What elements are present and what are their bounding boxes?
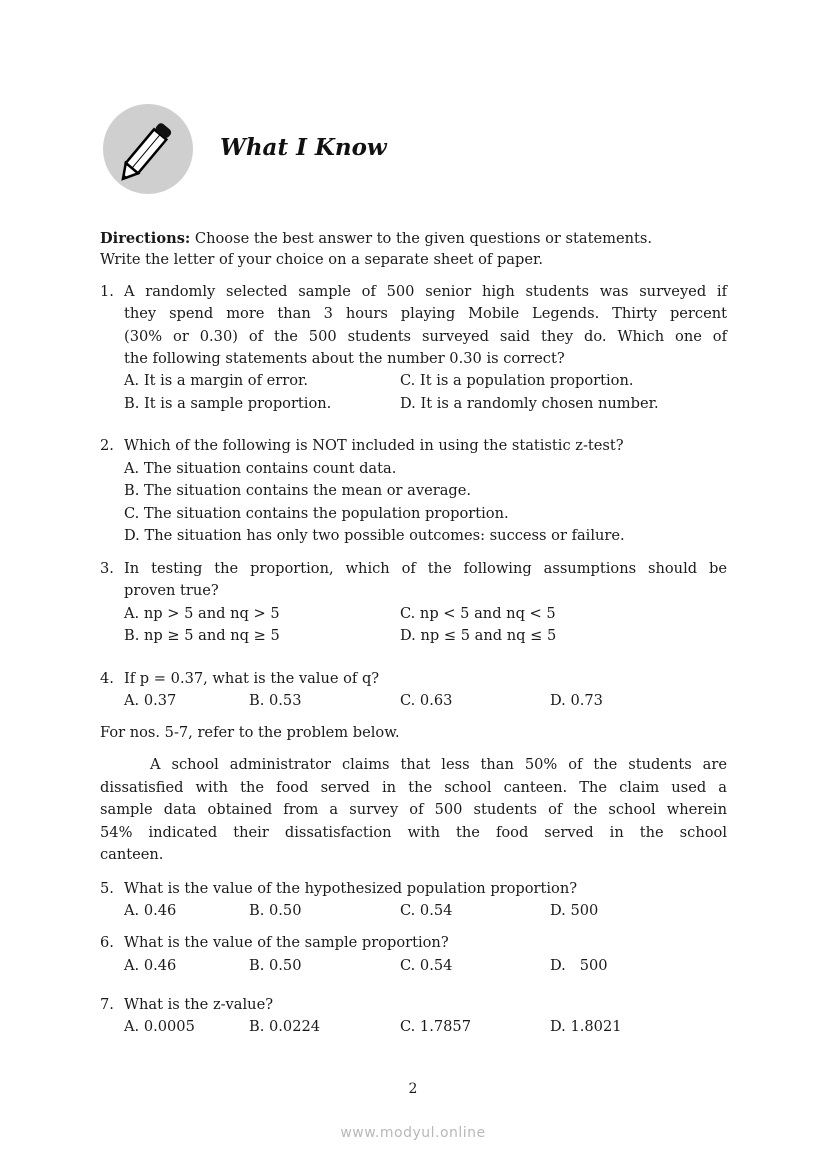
option: C. 0.54 xyxy=(400,902,453,919)
option: B. The situation contains the mean or average. xyxy=(124,482,472,499)
option: B. 0.50 xyxy=(249,902,302,919)
page-number: 2 xyxy=(408,1081,418,1097)
option: A. The situation contains count data. xyxy=(124,460,397,477)
question-number: 6. xyxy=(100,934,114,951)
option: A. It is a margin of error. xyxy=(124,372,308,389)
option: A. 0.37 xyxy=(124,692,177,709)
directions xyxy=(100,229,652,249)
option: D. 1.8021 xyxy=(550,1018,622,1035)
question-text: In testing the proportion, which of the following assumptions should be xyxy=(124,560,727,577)
question-text: A randomly selected sample of 500 senior high students was surveyed if xyxy=(124,283,727,300)
question-text: they spend more than 3 hours playing Mobile Legends. Thirty percent xyxy=(124,305,727,322)
option: A. 0.46 xyxy=(124,957,177,974)
option: C. np < 5 and nq < 5 xyxy=(400,605,556,622)
option: B. 0.0224 xyxy=(249,1018,321,1035)
question-text: What is the value of the sample proportion? xyxy=(124,934,449,951)
option: B. 0.50 xyxy=(249,957,302,974)
problem-text: canteen. xyxy=(100,846,164,863)
option: D. 500 xyxy=(550,902,599,919)
question-number: 2. xyxy=(100,437,114,454)
pencil-icon xyxy=(103,104,193,194)
option: C. It is a population proportion. xyxy=(400,372,634,389)
question-text: What is the value of the hypothesized population proportion? xyxy=(124,880,578,897)
option: A. np > 5 and nq > 5 xyxy=(124,605,280,622)
question-text: Which of the following is NOT included in using the statistic z-test? xyxy=(124,437,624,454)
option: C. 0.54 xyxy=(400,957,453,974)
section-title: What I Know xyxy=(220,134,387,161)
directions-label: Directions: xyxy=(100,230,191,247)
question-text: What is the z-value? xyxy=(124,996,274,1013)
option: D. np ≤ 5 and nq ≤ 5 xyxy=(400,627,557,644)
option: B. It is a sample proportion. xyxy=(124,395,332,412)
option: C. 0.63 xyxy=(400,692,453,709)
directions-text: Write the letter of your choice on a separate sheet of paper. xyxy=(100,251,543,268)
question-number: 3. xyxy=(100,560,114,577)
problem-text: A school administrator claims that less than 50% of the students are xyxy=(150,756,727,773)
option: B. np ≥ 5 and nq ≥ 5 xyxy=(124,627,280,644)
question-number: 5. xyxy=(100,880,114,897)
option: C. The situation contains the population proportion. xyxy=(124,505,509,522)
directions-text: Choose the best answer to the given questions or statements. xyxy=(190,230,652,247)
option: A. 0.46 xyxy=(124,902,177,919)
option: D. 500 xyxy=(550,957,608,974)
option: C. 1.7857 xyxy=(400,1018,471,1035)
question-text: (30% or 0.30) of the 500 students surveyed said they do. Which one of xyxy=(124,328,727,345)
problem-text: sample data obtained from a survey of 500 students of the school wherein xyxy=(100,801,727,818)
option: D. 0.73 xyxy=(550,692,603,709)
question-number: 1. xyxy=(100,283,114,300)
option: A. 0.0005 xyxy=(124,1018,195,1035)
question-text: proven true? xyxy=(124,582,219,599)
question-text: If p = 0.37, what is the value of q? xyxy=(124,670,380,687)
question-number: 4. xyxy=(100,670,114,687)
watermark: www.modyul.online xyxy=(340,1125,486,1141)
question-number: 7. xyxy=(100,996,114,1013)
option: D. It is a randomly chosen number. xyxy=(400,395,659,412)
problem-text: 54% indicated their dissatisfaction with the food served in the school xyxy=(100,824,727,841)
option: B. 0.53 xyxy=(249,692,302,709)
refer-note: For nos. 5-7, refer to the problem below. xyxy=(100,724,400,741)
question-text: the following statements about the number 0.30 is correct? xyxy=(124,350,565,367)
option: D. The situation has only two possible outcomes: success or failure. xyxy=(124,527,625,544)
problem-text: dissatisfied with the food served in the school canteen. The claim used a xyxy=(100,779,727,796)
